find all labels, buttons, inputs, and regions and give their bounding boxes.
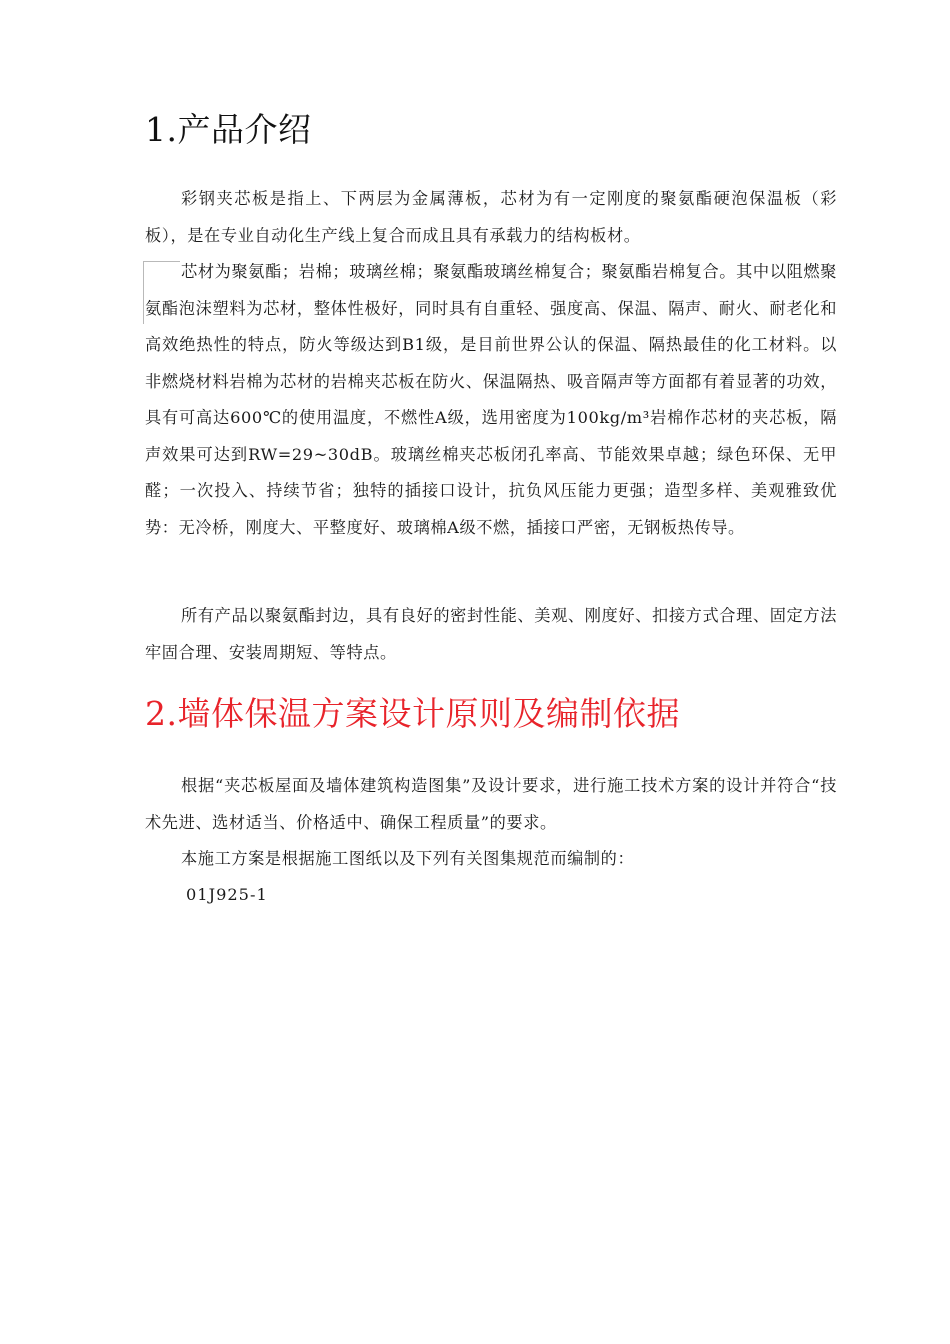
- section-1-paragraph-3: 所有产品以聚氨酯封边，具有良好的密封性能、美观、刚度好、扣接方式合理、固定方法牢固合理、安装周期短、等特点。: [145, 606, 837, 662]
- standard-code: 01J925-1: [186, 885, 268, 904]
- section-2-paragraph-2: 本施工方案是根据施工图纸以及下列有关图集规范而编制的：: [181, 849, 635, 868]
- section-2-heading: 2.墙体保温方案设计原则及编制依据: [145, 694, 680, 733]
- section-1-paragraph-1: 彩钢夹芯板是指上、下两层为金属薄板，芯材为有一定刚度的聚氨酯硬泡保温板（彩板），是在专业自动化生产线上复合而成且具有承载力的结构板材。: [145, 189, 837, 245]
- section-1-paragraph-2: 芯材为聚氨酯；岩棉；玻璃丝棉；聚氨酯玻璃丝棉复合；聚氨酯岩棉复合。其中以阻燃聚氨酯泡沫塑料为芯材，整体性极好，同时具有自重轻、强度高、保温、隔声、耐火、耐老化和高效绝热性的特点，防火等级达到B1级，是目前世界公认的保温、隔热最佳的化工材料。以非燃烧材料岩棉为芯材的岩棉夹芯板在防火、保温隔热、吸音隔声等方面都有着显著的功效，具有可高达600℃的使用温度，不燃性A级，选用密度为100kg/m³岩棉作芯材的夹芯板，隔声效果可达到RW=29~30dB。玻璃丝棉夹芯板闭孔率高、节能效果卓越；绿色环保、无甲醛；一次投入、持续节省；独特的插接口设计，抗负风压能力更强；造型多样、美观雅致优势：无冷桥，刚度大、平整度好、玻璃棉A级不燃，插接口严密，无钢板热传导。: [145, 262, 837, 537]
- section-2-paragraph-1: 根据“夹芯板屋面及墙体建筑构造图集”及设计要求，进行施工技术方案的设计并符合“技术先进、选材适当、价格适中、确保工程质量”的要求。: [145, 776, 837, 832]
- section-1-heading: 1.产品介绍: [145, 110, 312, 149]
